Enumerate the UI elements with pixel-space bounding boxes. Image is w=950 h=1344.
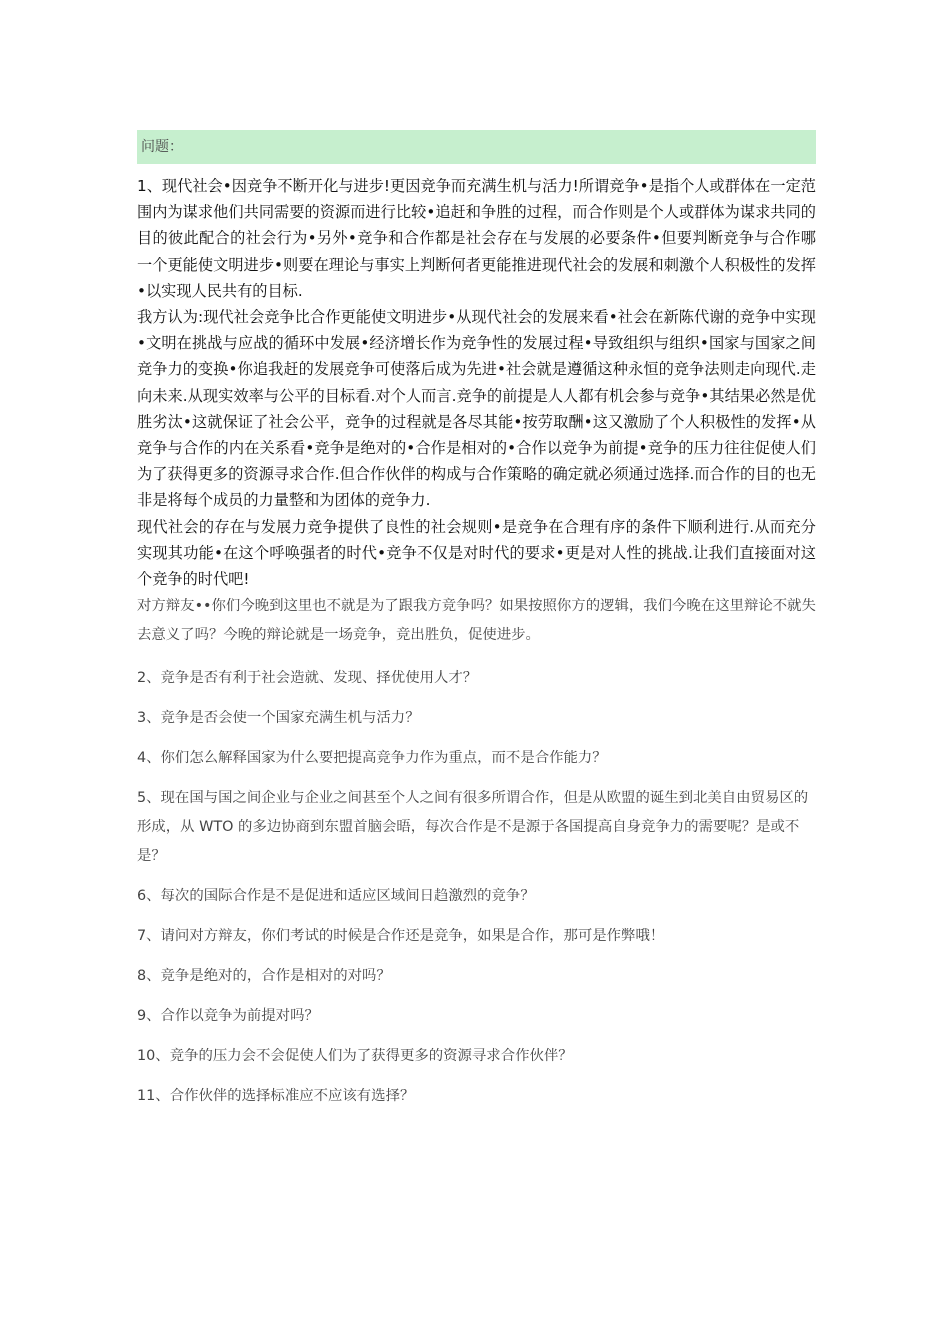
paragraph-followup: 对方辩友••你们今晚到这里也不就是为了跟我方竞争吗？如果按照你方的逻辑，我们今晚在这里辩论不就失去意义了吗？今晚的辩论就是一场竞争，竞出胜负，促使进步。: [137, 598, 816, 644]
question-item: 5、现在国与国之间企业与企业之间甚至个人之间有很多所谓合作，但是从欧盟的诞生到北美自由贸易区的形成，从 WTO 的多边协商到东盟首脑会晤，每次合作是不是源于各国提高自身竞争力的需要呢？是或不是？: [137, 790, 809, 865]
question-item: 8、竞争是绝对的，合作是相对的对吗？: [137, 968, 391, 985]
opening-statement: [137, 173, 816, 592]
question-item: 11、合作伙伴的选择标准应不应该有选择？: [137, 1088, 415, 1105]
question-item: 6、每次的国际合作是不是促进和适应区域间日趋激烈的竞争？: [137, 888, 535, 905]
section-heading-bar: [137, 130, 816, 164]
paragraph-conclusion: 现代社会的存在与发展力竞争提供了良性的社会规则•是竞争在合理有序的条件下顺利进行.从而充分实现其功能•在这个呼唤强者的时代•竞争不仅是对时代的要求•更是对人性的挑战.让我们直接面对这个竞争的时代吧!: [137, 517, 816, 589]
question-item: 4、你们怎么解释国家为什么要把提高竞争力作为重点，而不是合作能力？: [137, 750, 607, 767]
document-page: [137, 130, 816, 1122]
question-item: 7、请问对方辩友，你们考试的时候是合作还是竞争，如果是合作，那可是作弊哦！: [137, 928, 665, 945]
question-item: 3、竞争是否会使一个国家充满生机与活力？: [137, 710, 420, 727]
paragraph-position: 我方认为:现代社会竞争比合作更能使文明进步•从现代社会的发展来看•社会在新陈代谢的竞争中实现•文明在挑战与应战的循环中发展•经济增长作为竞争性的发展过程•导致组织与组织•国家与国家之间竞争力的变换•你追我赶的发展竞争可使落后成为先进•社会就是遵循这种永恒的竞争法则走向现代.走向未来.从现实效率与公平的目标看.对个人而言.竞争的前提是人人都有机会参与竞争•其结果必然是优胜劣汰•这就保证了社会公平，竞争的过程就是各尽其能•按劳取酬•这又激励了个人积极性的发挥•从竞争与合作的内在关系看•竞争是绝对的•合作是相对的•合作以竞争为前提•竞争的压力往往促使人们为了获得更多的资源寻求合作.但合作伙伴的构成与合作策略的确定就必须通过选择.而合作的目的也无非是将每个成员的力量整和为团体的竞争力.: [137, 308, 816, 510]
question-item: 9、合作以竞争为前提对吗？: [137, 1008, 319, 1025]
question-item: 2、竞争是否有利于社会造就、发现、择优使用人才？: [137, 670, 478, 687]
question-list: [137, 664, 816, 1111]
paragraph-question-1: 1、现代社会•因竞争不断开化与进步!更因竞争而充满生机与活力!所谓竞争•是指个人或群体在一定范围内为谋求他们共同需要的资源而进行比较•追赶和争胜的过程，而合作则是个人或群体为谋求共同的目的彼此配合的社会行为•另外•竞争和合作都是社会存在与发展的必要条件•但要判断竞争与合作哪一个更能使文明进步•则要在理论与事实上判断何者更能推进现代社会的发展和刺激个人积极性的发挥•以实现人民共有的目标.: [137, 177, 816, 300]
section-heading: 问题：: [141, 139, 183, 155]
question-item: 10、竞争的压力会不会促使人们为了获得更多的资源寻求合作伙伴？: [137, 1048, 573, 1065]
